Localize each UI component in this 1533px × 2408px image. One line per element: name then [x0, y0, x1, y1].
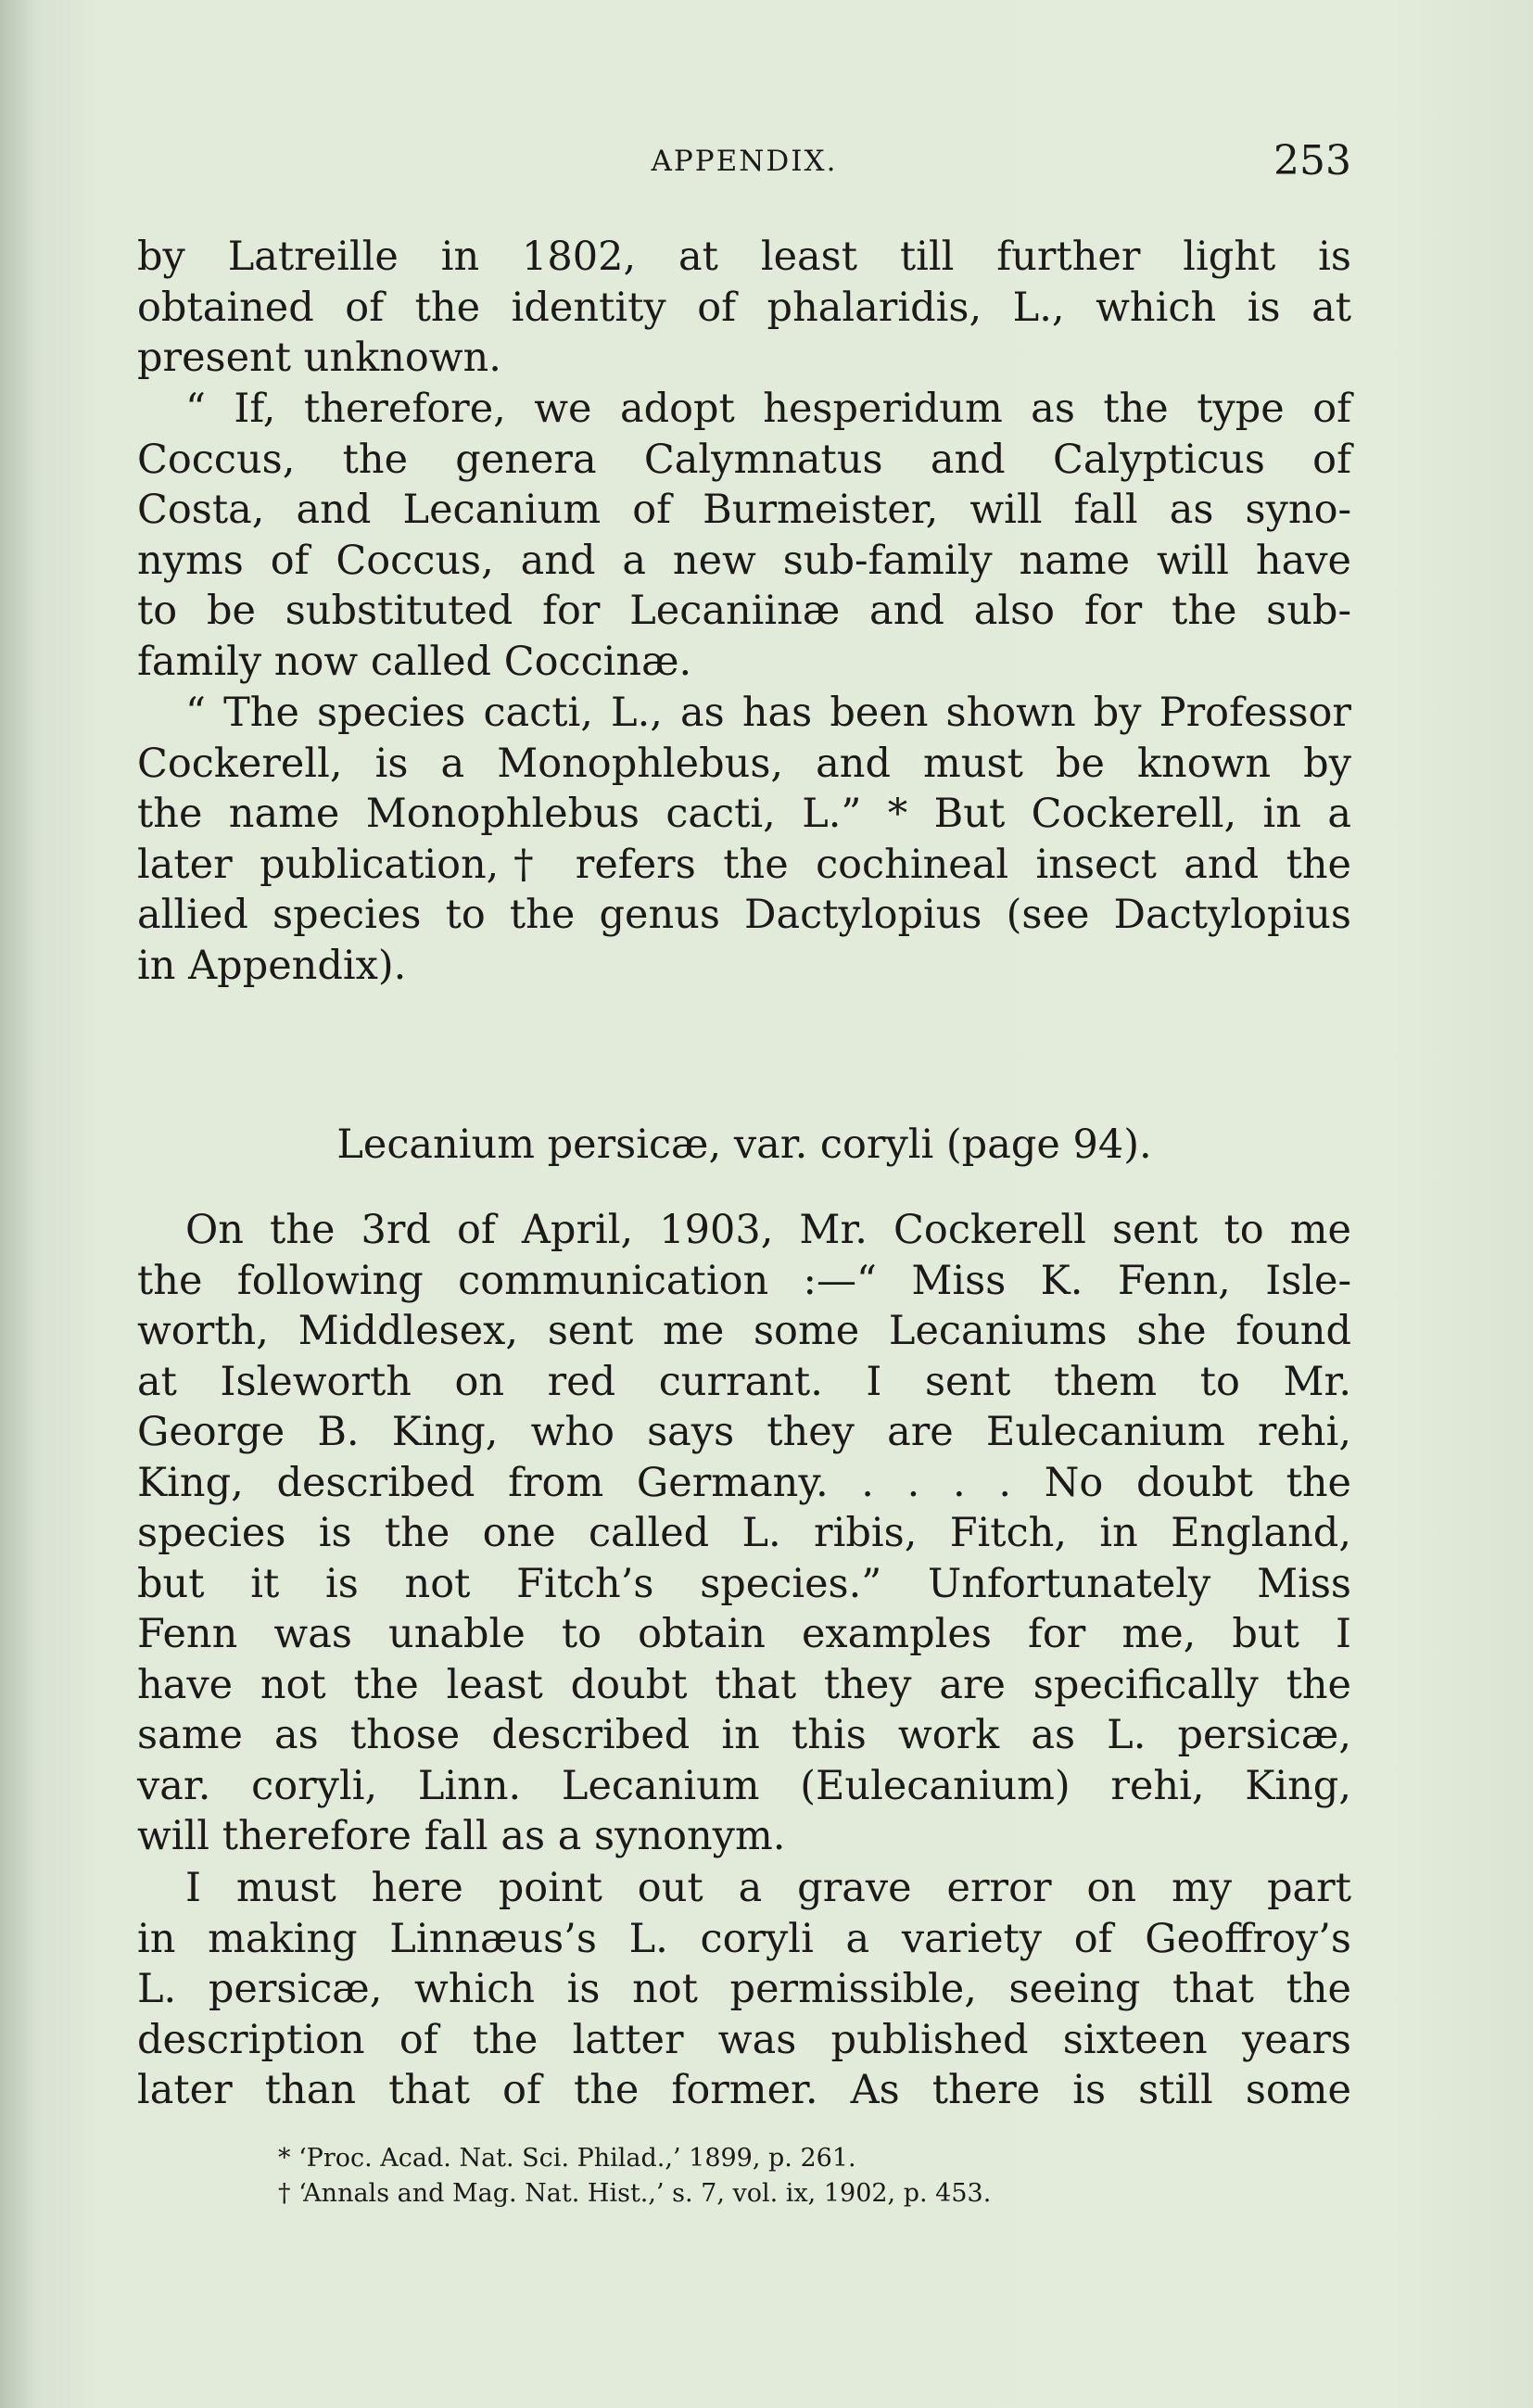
text-line: will therefore fall as a synonym.: [137, 1813, 786, 1859]
text-line: nyms of Coccus, and a new sub-family name will have: [137, 537, 1351, 584]
footnote: † ‘Annals and Mag. Nat. Hist.,’ s. 7, vol. ix, 1902, p. 453.: [278, 2179, 992, 2208]
section-heading: Lecanium persicæ, var. coryli (page 94).: [336, 1122, 1152, 1168]
text-line: Coccus, the genera Calymnatus and Calypticus of: [137, 436, 1351, 483]
text-line: species is the one called L. ribis, Fitch, in England,: [137, 1510, 1351, 1556]
footnote: * ‘Proc. Acad. Nat. Sci. Philad.,’ 1899, p. 261.: [278, 2144, 856, 2173]
text-line: to be substituted for Lecaniinæ and also for the sub-: [137, 588, 1351, 634]
text-line: allied species to the genus Dactylopius (see Dactylopius: [137, 892, 1351, 938]
text-line: in Appendix).: [137, 942, 407, 989]
text-line: worth, Middlesex, sent me some Lecaniums she found: [137, 1308, 1351, 1354]
paragraph-latreille: [137, 232, 1351, 384]
footnotes: [278, 2141, 1205, 2212]
text-line: Costa, and Lecanium of Burmeister, will fall as syno-: [137, 487, 1351, 533]
text-line: in making Linnæus’s L. coryli a variety of Geoffroy’s: [137, 1915, 1351, 1962]
text-line: present unknown.: [137, 335, 501, 381]
text-line: King, described from Germany. . . . . No doubt the: [137, 1459, 1351, 1506]
text-line: Cockerell, is a Monophlebus, and must be known by: [137, 740, 1351, 787]
page-number: 253: [1273, 137, 1351, 184]
paragraph-grave-error: [137, 1863, 1351, 2116]
text-line: On the 3rd of April, 1903, Mr. Cockerell sent to me: [185, 1207, 1351, 1253]
text-line: var. coryli, Linn. Lecanium (Eulecanium) rehi, King,: [137, 1762, 1351, 1809]
running-title: APPENDIX.: [651, 145, 838, 178]
text-line: “ If, therefore, we adopt hesperidum as the type of: [185, 386, 1351, 432]
text-line: the following communication :—“ Miss K. Fenn, Isle-: [137, 1257, 1351, 1304]
text-line: George B. King, who says they are Eulecanium rehi,: [137, 1409, 1351, 1455]
text-line: L. persicæ, which is not permissible, seeing that the: [137, 1966, 1351, 2012]
text-line: by Latreille in 1802, at least till further light is: [137, 234, 1351, 280]
text-line: same as those described in this work as L. persicæ,: [137, 1712, 1351, 1758]
text-line: Fenn was unable to obtain examples for me, but I: [137, 1611, 1351, 1657]
text-line: later than that of the former. As there is still some: [137, 2067, 1351, 2113]
text-line: but it is not Fitch’s species.” Unfortunately Miss: [137, 1560, 1351, 1607]
text-line: later publication,† refers the cochineal insect and the: [137, 841, 1351, 888]
paragraph-cockerell-communication: [137, 1205, 1351, 1862]
text-line: description of the latter was published sixteen years: [137, 2016, 1351, 2063]
text-line: I must here point out a grave error on my part: [185, 1865, 1351, 1911]
paragraph-hesperidum: [137, 384, 1351, 687]
text-line: the name Monophlebus cacti, L.” * But Cockerell, in a: [137, 791, 1351, 837]
text-line: at Isleworth on red currant. I sent them to Mr.: [137, 1358, 1351, 1405]
text-line: “ The species cacti, L., as has been shown by Professor: [185, 690, 1351, 736]
paragraph-cacti: [137, 688, 1351, 991]
running-head: [137, 137, 1351, 193]
text-line: obtained of the identity of phalaridis, L., which is at: [137, 284, 1351, 331]
text-line: family now called Coccinæ.: [137, 638, 692, 685]
text-line: have not the least doubt that they are specifically the: [137, 1661, 1351, 1708]
